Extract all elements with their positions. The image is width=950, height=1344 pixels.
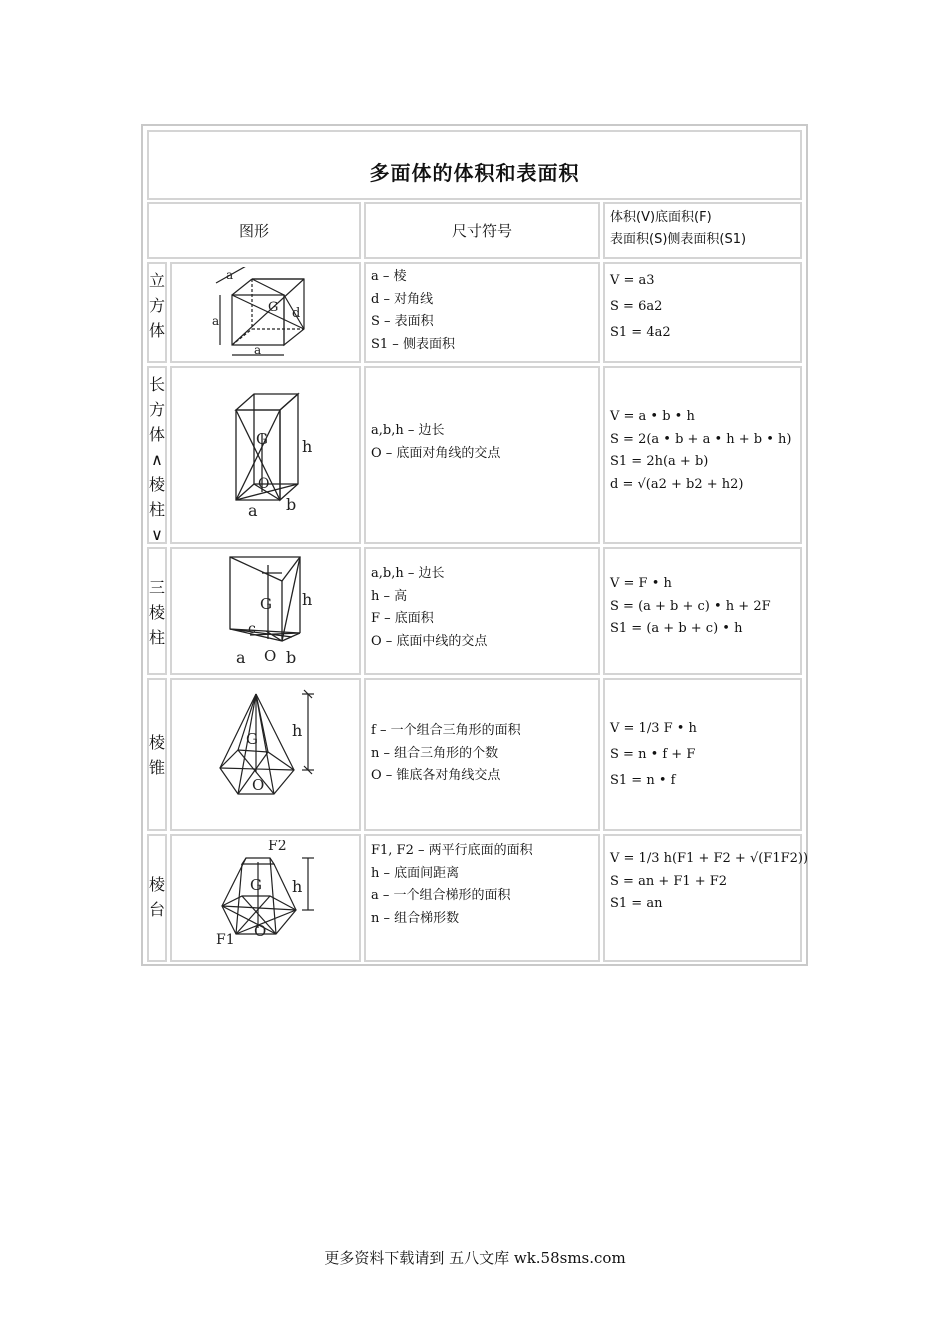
symbol-line: f – 一个组合三角形的面积 <box>371 723 521 738</box>
symbol-line: n – 组合梯形数 <box>371 910 460 926</box>
pyramid-label-o: O <box>252 776 265 794</box>
table-title: 多面体的体积和表面积 <box>369 161 580 185</box>
row-name-cell <box>147 678 167 831</box>
cube-label-d: d <box>292 306 301 321</box>
frustum-label-o: O <box>254 922 267 940</box>
formula-line: S1 = an <box>610 896 663 911</box>
row-name-cell <box>147 262 167 363</box>
table-title-cell <box>147 130 802 200</box>
cube-label-a-top: a <box>226 268 234 282</box>
figure-cell-frustum <box>170 834 361 962</box>
symbols-cell-frustum <box>364 834 600 962</box>
formula-cell-prism <box>603 547 802 675</box>
symbol-line: n – 组合三角形的个数 <box>371 745 499 761</box>
formula-line: S = (a + b + c) • h + 2F <box>610 598 771 614</box>
prism-label-g: G <box>260 595 272 613</box>
prism-label-b: b <box>286 648 297 667</box>
formula-line: V = 1/3 F • h <box>610 721 697 736</box>
symbols-cell-cuboid <box>364 366 600 544</box>
frustum-label-f2: F2 <box>268 840 287 854</box>
figure-cell-cube <box>170 262 361 363</box>
frustum-label-g: G <box>250 876 262 894</box>
figure-cell-cuboid <box>170 366 361 544</box>
symbol-line: a,b,h – 边长 <box>371 566 445 581</box>
row-name-prism: 三 棱 柱 <box>149 578 166 647</box>
cuboid-label-h: h <box>302 437 313 456</box>
row-name-cell <box>147 366 167 544</box>
symbol-line: O – 底面中线的交点 <box>371 633 488 649</box>
formula-line: S1 = 2h(a + b) <box>610 454 709 469</box>
symbol-line: d – 对角线 <box>371 291 434 307</box>
symbols-frustum <box>371 840 533 930</box>
formula-line: S1 = 4a2 <box>610 325 671 340</box>
formula-cell-frustum <box>603 834 809 962</box>
prism-label-h: h <box>302 590 313 609</box>
symbols-pyramid <box>371 720 521 788</box>
pyramid-label-g: G <box>246 730 258 748</box>
symbol-line: a,b,h – 边长 <box>371 423 445 438</box>
formula-line: S = 2(a • b + a • h + b • h) <box>610 431 792 447</box>
formula-line: d = √(a2 + b2 + h2) <box>610 476 744 492</box>
formula-line: V = F • h <box>610 576 672 591</box>
cuboid-label-b: b <box>286 495 297 514</box>
formulas-frustum <box>610 848 808 916</box>
prism-label-o: O <box>264 647 277 665</box>
cube-figure <box>212 267 322 361</box>
symbols-prism <box>371 563 487 653</box>
symbol-line: S – 表面积 <box>371 314 434 329</box>
header-formula-line1: 体积(V)底面积(F) <box>610 210 712 225</box>
symbols-cell-prism <box>364 547 600 675</box>
cuboid-label-a: a <box>248 501 258 520</box>
pyramid-figure <box>216 686 336 806</box>
symbol-line: F1, F2 – 两平行底面的面积 <box>371 843 533 858</box>
frustum-label-f1: F1 <box>216 932 235 948</box>
formulas-pyramid <box>610 716 697 794</box>
row-name-cell <box>147 547 167 675</box>
header-formula-line2: 表面积(S)侧表面积(S1) <box>610 232 747 247</box>
formula-line: V = a • b • h <box>610 409 695 424</box>
cuboid-figure <box>222 388 322 523</box>
header-symbols: 尺寸符号 <box>451 222 512 240</box>
symbol-line: a – 棱 <box>371 269 407 284</box>
formula-line: S = 6a2 <box>610 299 663 314</box>
symbol-line: O – 底面对角线的交点 <box>371 445 501 461</box>
row-name-cuboid: 长 方 体 ∧ 棱 柱 ∨ <box>149 375 166 544</box>
symbols-cube <box>371 266 455 356</box>
formula-cell-cube <box>603 262 802 363</box>
header-symbols-cell <box>364 202 600 259</box>
formula-line: V = a3 <box>610 273 655 288</box>
pyramid-label-h: h <box>292 721 303 740</box>
cuboid-label-g: G <box>256 430 268 448</box>
symbols-cell-pyramid <box>364 678 600 831</box>
prism-figure <box>222 553 322 668</box>
cube-label-g: G <box>268 300 279 315</box>
symbol-line: S1 – 侧表面积 <box>371 336 455 352</box>
frustum-label-h: h <box>292 877 303 896</box>
header-figure: 图形 <box>238 222 269 240</box>
cube-label-a-bottom: a <box>254 343 262 357</box>
cuboid-label-o: O <box>258 476 270 492</box>
formulas-cuboid <box>610 406 791 496</box>
formula-line: S = an + F1 + F2 <box>610 873 728 889</box>
frustum-figure <box>216 840 336 960</box>
header-formula-cell <box>603 202 802 259</box>
symbol-line: a – 一个组合梯形的面积 <box>371 888 511 903</box>
formula-line: S = n • f + F <box>610 747 696 762</box>
symbols-cuboid <box>371 420 500 465</box>
figure-cell-prism <box>170 547 361 675</box>
formula-table <box>141 124 808 966</box>
footer-text: 更多资料下载请到 五八文库 wk.58sms.com <box>324 1249 626 1267</box>
symbol-line: h – 底面间距离 <box>371 865 460 881</box>
formulas-prism <box>610 573 771 641</box>
cube-label-a-left: a <box>212 314 220 328</box>
symbol-line: F – 底面积 <box>371 611 434 626</box>
symbols-cell-cube <box>364 262 600 363</box>
header-figure-cell <box>147 202 361 259</box>
header-formula <box>610 207 746 251</box>
formula-line: S1 = (a + b + c) • h <box>610 621 743 636</box>
formula-line: V = 1/3 h(F1 + F2 + √(F1F2)) <box>610 851 809 866</box>
symbol-line: O – 锥底各对角线交点 <box>371 768 501 783</box>
formula-cell-cuboid <box>603 366 802 544</box>
prism-label-a: a <box>236 648 246 667</box>
symbol-line: h – 高 <box>371 588 408 604</box>
formula-cell-pyramid <box>603 678 802 831</box>
row-name-pyramid: 棱 锥 <box>149 733 166 777</box>
row-name-cube: 立 方 体 <box>149 271 166 340</box>
figure-cell-pyramid <box>170 678 361 831</box>
row-name-frustum: 棱 台 <box>149 875 166 919</box>
formula-line: S1 = n • f <box>610 773 676 788</box>
prism-label-c: c <box>248 621 256 637</box>
row-name-cell <box>147 834 167 962</box>
formulas-cube <box>610 268 671 346</box>
